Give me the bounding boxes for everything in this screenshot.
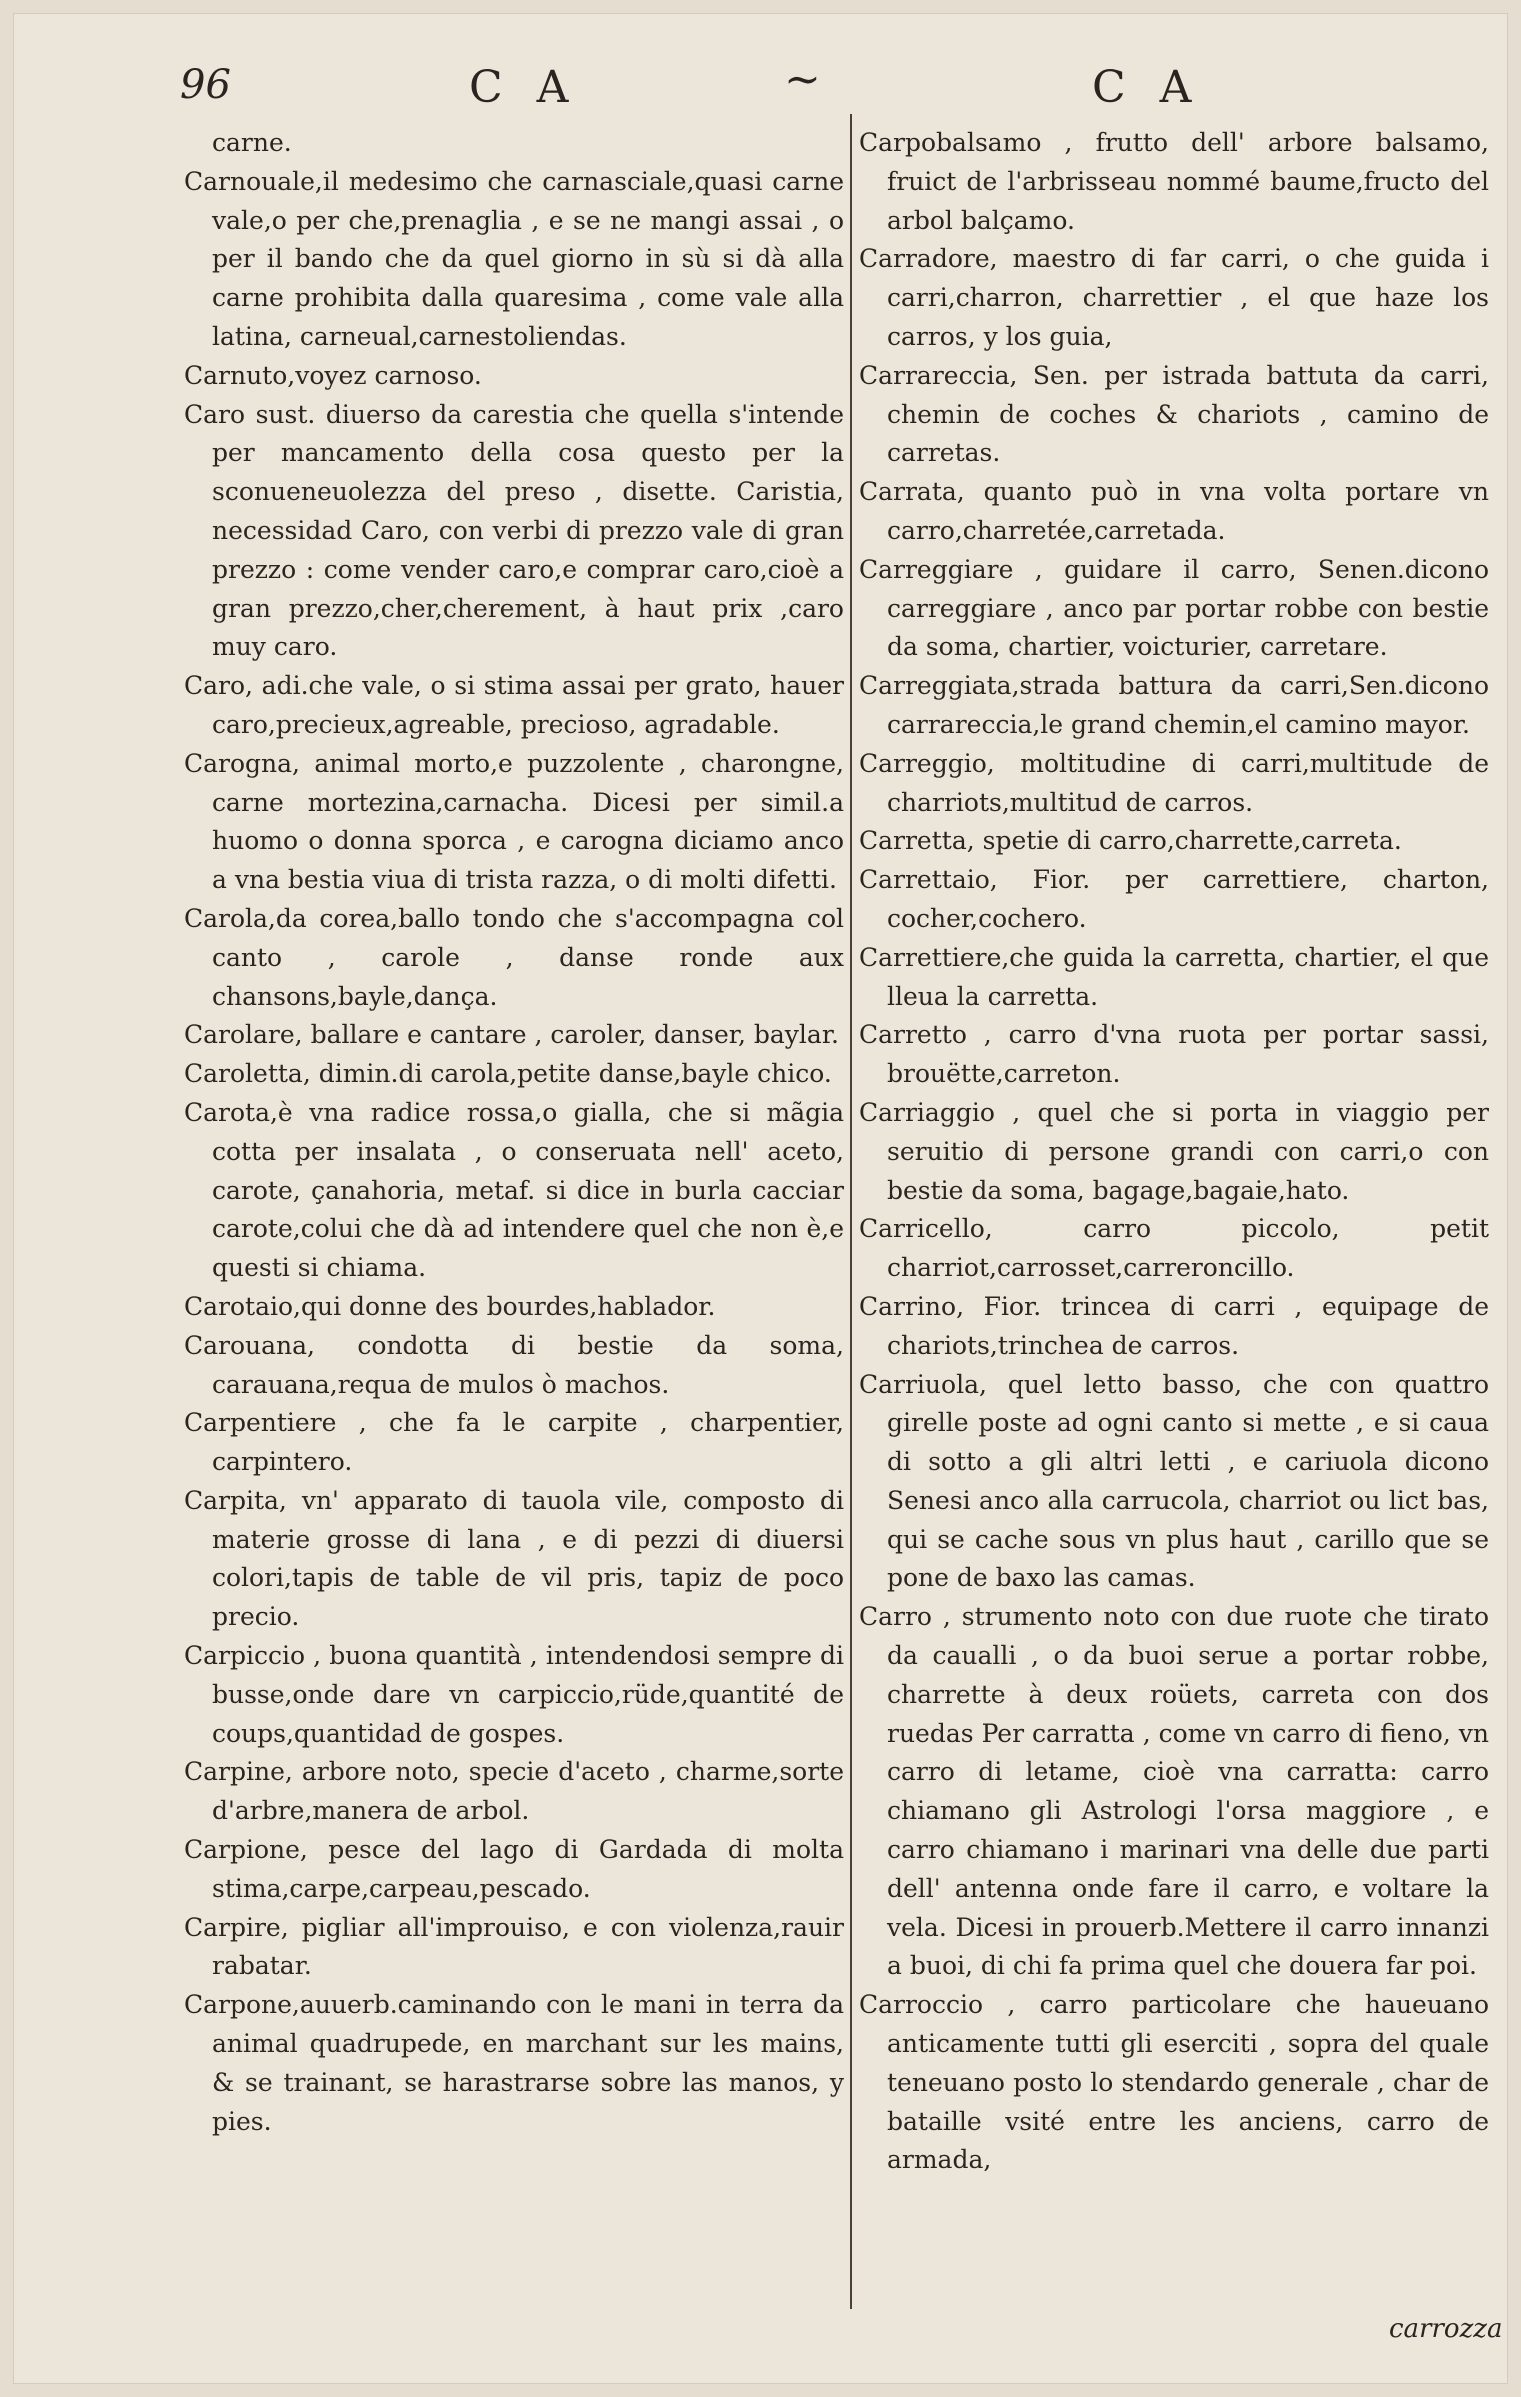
dictionary-entry: Carrettiere,che guida la carretta, chartier, el que lleua la carretta. — [859, 942, 1489, 1011]
dictionary-entry: Carricello, carro piccolo, petit charriot,carrosset,carreroncillo. — [859, 1214, 1489, 1283]
dictionary-entry: Carradore, maestro di far carri, o che guida i carri,charron, charrettier , el que haze los carros, y los guia, — [859, 244, 1489, 351]
dictionary-entry: Carolare, ballare e cantare , caroler, danser, baylar. — [184, 1020, 839, 1050]
dictionary-entry: Carpentiere , che fa le carpite , charpentier, carpintero. — [184, 1408, 844, 1477]
dictionary-entry: Carro , strumento noto con due ruote che tirato da caualli , o da buoi serue a portar robbe, charrette à deux roüets, carreta con dos ruedas Per carratta , come vn carro di fieno, vn carro di letame, cioè vna carratta: carro chiamano gli Astrologi l'orsa maggiore , e carro chiamano i marinari vna delle due parti dell' antenna onde fare il carro, e voltare la vela. Dicesi in prouerb.Mettere il carro innanzi a buoi, di chi fa prima quel che douera far poi. — [859, 1602, 1489, 1981]
dictionary-entry: Carota,è vna radice rossa,o gialla, che si mãgia cotta per insalata , o conseruata nell' aceto, carote, çanahoria, metaf. si dice in burla cacciar carote,colui che dà ad intendere quel che non è,e questi si chiama. — [184, 1097, 844, 1283]
dictionary-entry: Carrino, Fior. trincea di carri , equipage de chariots,trinchea de carros. — [859, 1291, 1489, 1360]
dictionary-entry: Carroccio , carro particolare che haueuano anticamente tutti gli eserciti , sopra del quale teneuano posto lo stendardo generale , char de bataille vsité entre les anciens, carro de armada, — [859, 1990, 1489, 2175]
dictionary-entry: Carouana, condotta di bestie da soma, carauana,requa de mulos ò machos. — [184, 1330, 844, 1399]
dictionary-entry: Carreggio, moltitudine di carri,multitude de charriots,multitud de carros. — [859, 748, 1489, 817]
book-page — [14, 14, 1507, 2383]
dictionary-entry: Carrettaio, Fior. per carrettiere, charton, cocher,cochero. — [859, 865, 1489, 933]
dictionary-entry: Carogna, animal morto,e puzzolente , charongne, carne mortezina,carnacha. Dicesi per simil.a huomo o donna sporca , e carogna diciamo anco a vna bestia viua di trista razza, o di molti difetti. — [184, 748, 844, 895]
dictionary-entry: Carnuto,voyez carnoso. — [184, 360, 482, 390]
dictionary-entry: Caro, adi.che vale, o si stima assai per grato, hauer caro,precieux,agreable, precioso, agradable. — [184, 671, 844, 739]
dictionary-entry: Carriaggio , quel che si porta in viaggio per seruitio di persone grandi con carri,o con bestie da soma, bagage,bagaie,hato. — [859, 1097, 1489, 1205]
running-head-right: C A — [1092, 62, 1202, 113]
dictionary-entry: Carreggiata,strada battura da carri,Sen.dicono carrareccia,le grand chemin,el camino mayor. — [859, 671, 1489, 739]
dictionary-entry: Carreggiare , guidare il carro, Senen.dicono carreggiare , anco par portar robbe con bestie da soma, chartier, voicturier, carretare. — [859, 554, 1489, 662]
left-column — [184, 124, 844, 2141]
dictionary-entry: Carretto , carro d'vna ruota per portar sassi, brouëtte,carreton. — [859, 1020, 1489, 1089]
dictionary-entry: Carpobalsamo , frutto dell' arbore balsamo, fruict de l'arbrisseau nommé baume,fructo del arbol balçamo. — [859, 128, 1489, 235]
running-head-ornament: ~ — [784, 54, 821, 105]
dictionary-entry: Carpiccio , buona quantità , intendendosi sempre di busse,onde dare vn carpiccio,rüde,quantité de coups,quantidad de gospes. — [184, 1641, 844, 1748]
dictionary-entry: Carriuola, quel letto basso, che con quattro girelle poste ad ogni canto si mette , e si caua di sotto a gli altri letti , e cariuola dicono Senesi anco alla carrucola, charriot ou lict bas, qui se cache sous vn plus haut , carillo que se pone de baxo las camas. — [859, 1369, 1489, 1593]
dictionary-entry: Carnouale,il medesimo che carnasciale,quasi carne vale,o per che,prenaglia , e se ne mangi assai , o per il bando che da quel giorno in sù si dà alla carne prohibita dalla quaresima , come vale alla latina, carneual,carnestoliendas. — [184, 166, 844, 351]
dictionary-entry: Carpione, pesce del lago di Gardada di molta stima,carpe,carpeau,pescado. — [184, 1835, 844, 1903]
dictionary-entry: Carotaio,qui donne des bourdes,hablador. — [184, 1291, 716, 1321]
dictionary-entry: Carpone,auuerb.caminando con le mani in terra da animal quadrupede, en marchant sur les mains, & se trainant, se harastrarse sobre las manos, y pies. — [184, 1990, 844, 2136]
dictionary-entry: Carrareccia, Sen. per istrada battuta da carri, chemin de coches & chariots , camino de carretas. — [859, 360, 1489, 468]
catchword: carrozza — [1389, 2314, 1503, 2344]
dictionary-entry: Carretta, spetie di carro,charrette,carreta. — [859, 826, 1402, 856]
running-head-left: C A — [469, 62, 579, 113]
dictionary-entry: Carpine, arbore noto, specie d'aceto , charme,sorte d'arbre,manera de arbol. — [184, 1757, 844, 1826]
dictionary-entry: Caro sust. diuerso da carestia che quella s'intende per mancamento della cosa questo per la sconueneuolezza del preso , disette. Caristia, necessidad Caro, con verbi di prezzo vale di gran prezzo : come vender caro,e comprar caro,cioè a gran prezzo,cher,cherement, à haut prix ,caro muy caro. — [184, 399, 844, 662]
column-divider — [850, 114, 852, 2309]
page-number: 96 — [180, 62, 231, 108]
dictionary-entry: Carpita, vn' apparato di tauola vile, composto di materie grosse di lana , e di pezzi di diuersi colori,tapis de table de vil pris, tapiz de poco precio. — [184, 1485, 844, 1632]
dictionary-entry: Carrata, quanto può in vna volta portare vn carro,charretée,carretada. — [859, 477, 1489, 545]
dictionary-entry: Carpire, pigliar all'improuiso, e con violenza,rauir rabatar. — [184, 1912, 844, 1981]
dictionary-entry: carne. — [212, 128, 292, 157]
dictionary-entry: Carola,da corea,ballo tondo che s'accompagna col canto , carole , danse ronde aux chansons,bayle,dança. — [184, 903, 844, 1011]
dictionary-entry: Caroletta, dimin.di carola,petite danse,bayle chico. — [184, 1059, 832, 1089]
right-column — [859, 124, 1489, 2180]
